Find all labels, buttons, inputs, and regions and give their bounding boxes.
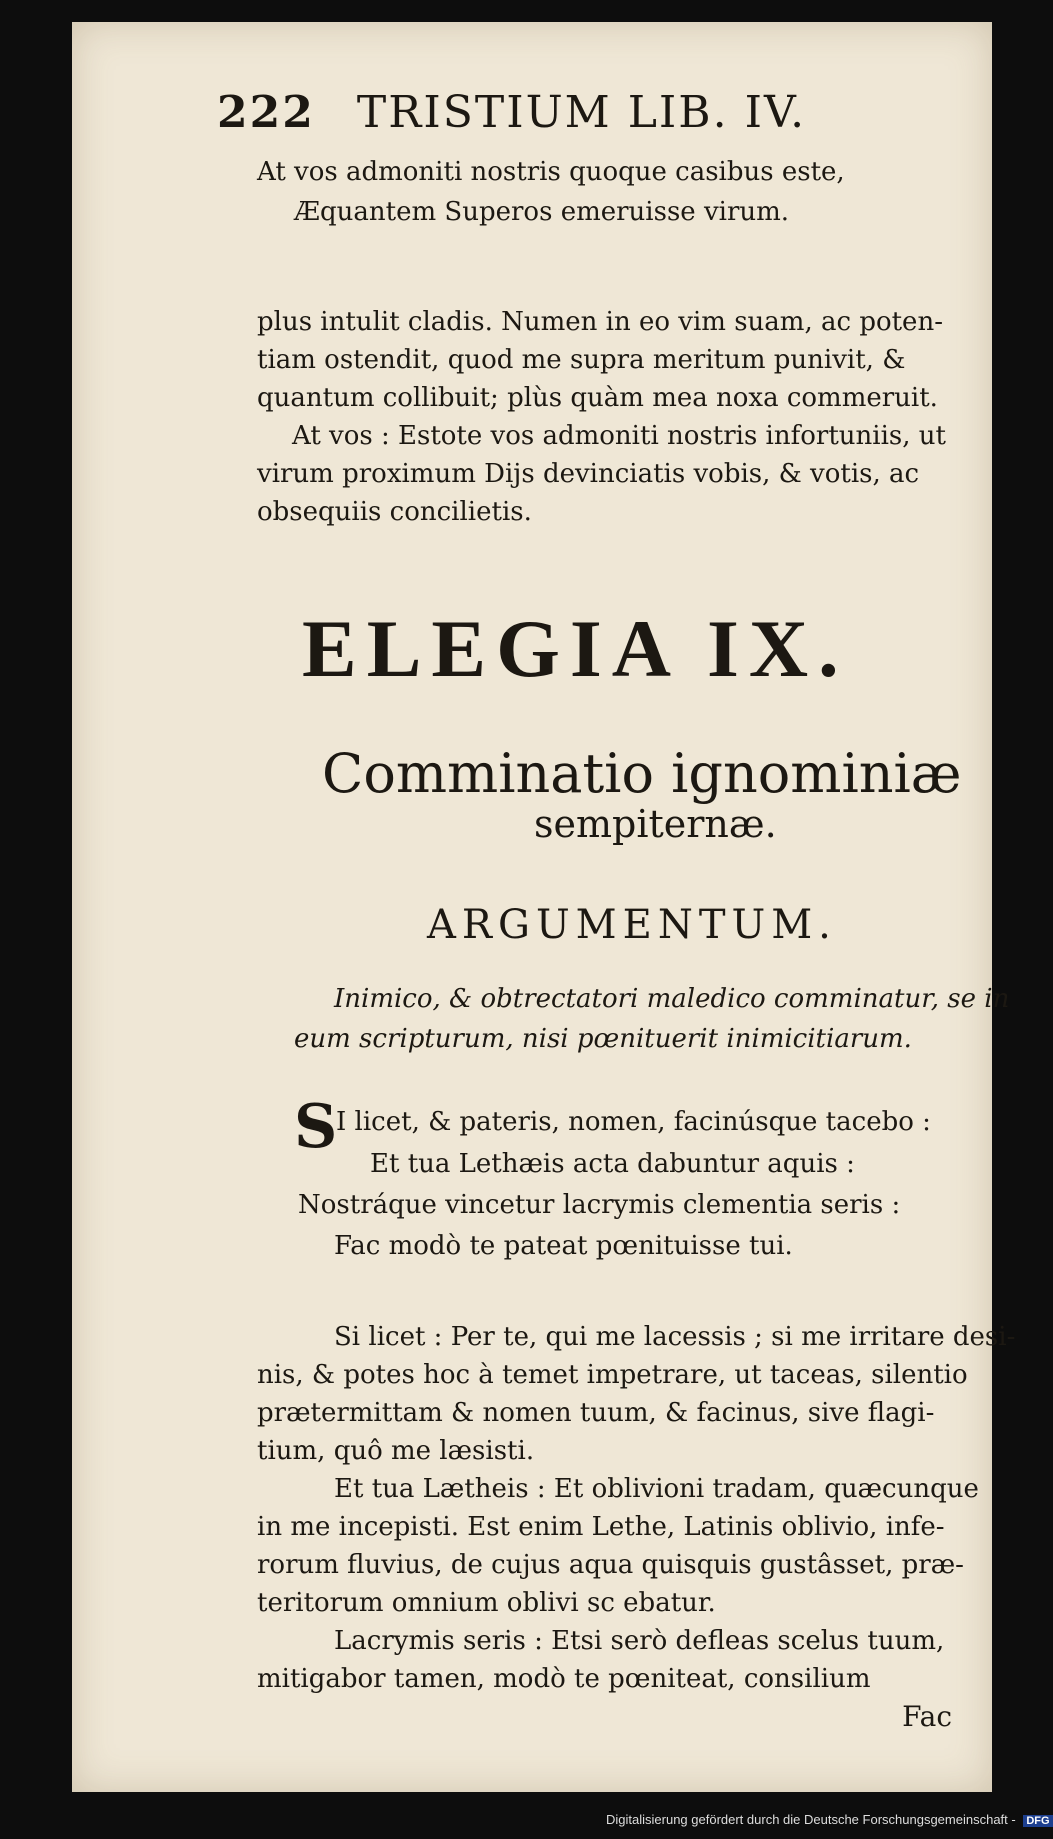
verse-line: I licet, & pateris, nomen, facinúsque tacebo : [336, 1107, 931, 1137]
commentary-line: plus intulit cladis. Numen in eo vim suam, ac poten- [257, 307, 943, 337]
digitization-credit [606, 1812, 1053, 1827]
commentary-line: mitigabor tamen, modò te pœniteat, consilium [257, 1664, 871, 1694]
commentary-line: quantum collibuit; plùs quàm mea noxa commeruit. [257, 383, 938, 413]
drop-cap: S [294, 1092, 338, 1162]
commentary-line: tium, quô me læsisti. [257, 1436, 535, 1466]
commentary-line: Lacrymis seris : Etsi serò defleas scelus tuum, [334, 1626, 945, 1656]
commentary-line: At vos : Estote vos admoniti nostris infortuniis, ut [292, 421, 946, 451]
commentary-line: prætermittam & nomen tuum, & facinus, sive flagi- [257, 1398, 935, 1428]
verse-line: Æquantem Superos emeruisse virum. [294, 197, 790, 227]
commentary-line: in me incepisti. Est enim Lethe, Latinis oblivio, infe- [257, 1512, 945, 1542]
elegy-subtitle-continued: sempiternæ. [534, 802, 777, 846]
verse-line: Nostráque vincetur lacrymis clementia seris : [298, 1190, 901, 1220]
elegy-subtitle: Comminatio ignominiæ [322, 742, 962, 805]
verse-line: Et tua Lethæis acta dabuntur aquis : [370, 1149, 855, 1179]
verse-line: Fac modò te pateat pœnituisse tui. [334, 1231, 793, 1261]
running-header [217, 87, 932, 138]
commentary-line: rorum fluvius, de cujus aqua quisquis gustâsset, præ- [257, 1550, 964, 1580]
argument-line: Inimico, & obtrectatori maledico comminatur, se in [334, 984, 1010, 1014]
dfg-logo-icon: DFG [1023, 1815, 1052, 1827]
catchword: Fac [902, 1700, 952, 1733]
commentary-line: teritorum omnium oblivi sc ebatur. [257, 1588, 716, 1618]
commentary-line: Si licet : Per te, qui me lacessis ; si me irritare desi- [334, 1322, 1016, 1352]
commentary-line: virum proximum Dijs devinciatis vobis, & votis, ac [257, 459, 920, 489]
running-title: TRISTIUM LIB. IV. [356, 87, 807, 138]
verse-line: At vos admoniti nostris quoque casibus este, [257, 157, 845, 187]
commentary-line: Et tua Lætheis : Et oblivioni tradam, quæcunque [334, 1474, 979, 1504]
book-page [72, 22, 1016, 1792]
page-number: 222 [217, 87, 315, 138]
commentary-line: nis, & potes hoc à temet impetrare, ut taceas, silentio [257, 1360, 968, 1390]
elegy-title: ELEGIA IX. [302, 603, 849, 694]
commentary-line: tiam ostendit, quod me supra meritum punivit, & [257, 345, 906, 375]
argument-line: eum scripturum, nisi pœnituerit inimicitiarum. [294, 1024, 912, 1054]
argument-heading: ARGUMENTUM. [427, 902, 837, 948]
credit-text: Digitalisierung gefördert durch die Deutsche Forschungsgemeinschaft - [606, 1812, 1016, 1827]
commentary-line: obsequiis concilietis. [257, 497, 532, 527]
